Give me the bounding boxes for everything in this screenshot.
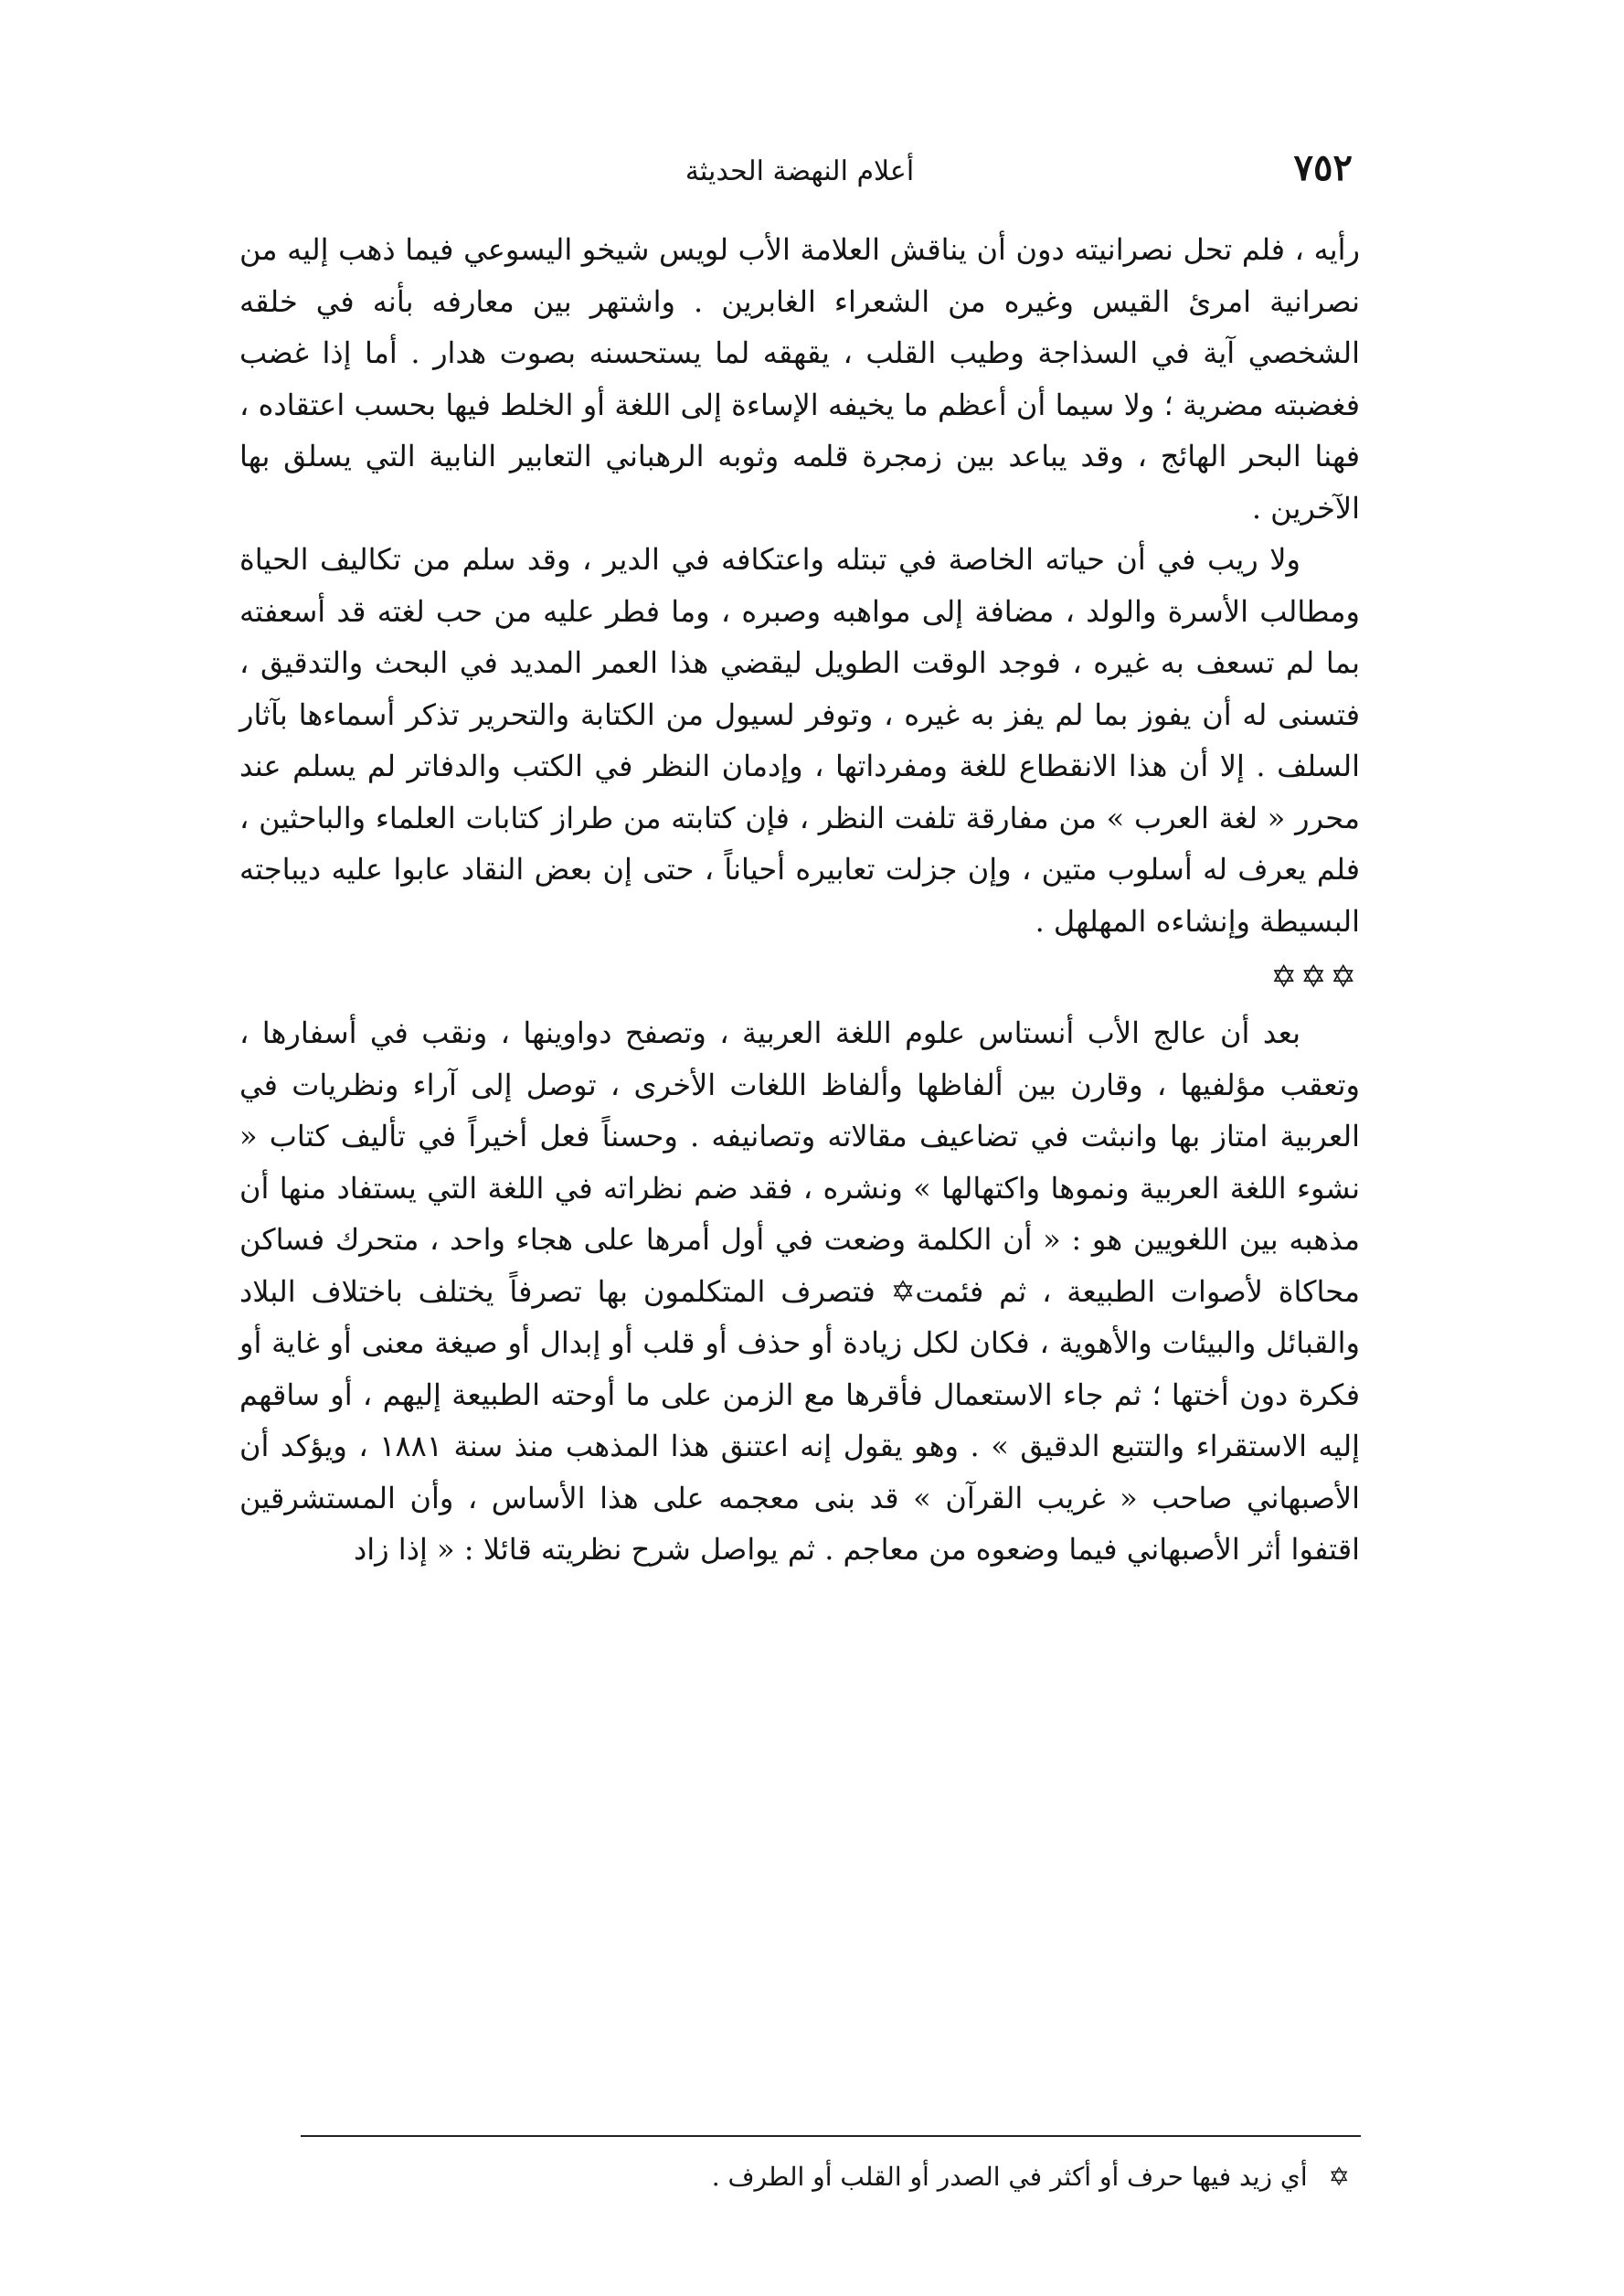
page-header [247,146,1353,201]
paragraph-3: بعد أن عالج الأب أنستاس علوم اللغة العربية ، وتصفح دواوينها ، ونقب في أسفارها ، وتعقب مؤلفيها ، وقارن بين ألفاظها وألفاظ اللغات الأخرى ، توصل إلى آراء ونظريات في العربية امتاز بها وانبثت في تضاعيف مقالاته وتصانيفه . وحسناً فعل أخيراً في تأليف كتاب « نشوء اللغة العربية ونموها واكتهالها » ونشره ، فقد ضم نظراته في اللغة التي يستفاد منها أن مذهبه بين اللغويين هو : « أن الكلمة وضعت في أول أمرها على هجاء واحد ، متحرك فساكن محاكاة لأصوات الطبيعة ، ثم فئمت✡ فتصرف المتكلمون بها تصرفاً يختلف باختلاف البلاد والقبائل والبيئات والأهوية ، فكان لكل زيادة أو حذف أو قلب أو إبدال أو صيغة معنى أو غاية أو فكرة دون أختها ؛ ثم جاء الاستعمال فأقرها مع الزمن على ما أوحته الطبيعة إليهم ، أو ساقهم إليه الاستقراء والتتبع الدقيق » . وهو يقول إنه اعتنق هذا المذهب منذ سنة ١٨٨١ ، ويؤكد أن الأصبهاني صاحب « غريب القرآن » قد بنى معجمه على هذا الأساس ، وأن المستشرقين اقتفوا أثر الأصبهاني فيما وضعوه من معاجم . ثم يواصل شرح نظريته قائلا : « إذا زاد [239,1015,1361,1567]
paragraph-1: رأيه ، فلم تحل نصرانيته دون أن يناقش العلامة الأب لويس شيخو اليسوعي فيما ذهب إليه من نصرانية امرئ القيس وغيره من الشعراء الغابرين . واشتهر بين معارفه بأنه في خلقه الشخصي آية في السذاجة وطيب القلب ، يقهقه لما يستحسنه بصوت هدار . أما إذا غضب فغضبته مضرية ؛ ولا سيما أن أعظم ما يخيفه الإساءة إلى اللغة أو الخلط فيها بحسب اعتقاده ، فهنا البحر الهائج ، وقد يباعد بين زمجرة قلمه وثوبه الرهباني التعابير النابية التي يسلق بها الآخرين . [239,232,1361,526]
section-separator: ✡✡✡ [1270,959,1360,995]
footnote [290,2159,1350,2195]
footnote-divider [301,2135,1361,2137]
footnote-text: أي زيد فيها حرف أو أكثر في الصدر أو القلب أو الطرف . [711,2162,1308,2192]
running-title: أعلام النهضة الحديثة [685,155,915,187]
footnote-mark: ✡ [1328,2162,1350,2192]
page-number: ٧٥٢ [1293,146,1353,189]
body-text [239,224,1360,1576]
paragraph-2: ولا ريب في أن حياته الخاصة في تبتله واعتكافه في الدير ، وقد سلم من تكاليف الحياة ومطالب الأسرة والولد ، مضافة إلى مواهبه وصبره ، وما فطر عليه من حب لغته قد أسعفته بما لم تسعف به غيره ، فوجد الوقت الطويل ليقضي هذا العمر المديد في البحث والتدقيق ، فتسنى له أن يفوز بما لم يفز به غيره ، وتوفر لسيول من الكتابة والتحرير تذكر أسماءها بآثار السلف . إلا أن هذا الانقطاع للغة ومفرداتها ، وإدمان النظر في الكتب والدفاتر لم يسلم عند محرر « لغة العرب » من مفارقة تلفت النظر ، فإن كتابته من طراز كتابات العلماء والباحثين ، فلم يعرف له أسلوب متين ، وإن جزلت تعابيره أحياناً ، حتى إن بعض النقاد عابوا عليه ديباجته البسيطة وإنشاءه المهلهل . [239,542,1360,939]
